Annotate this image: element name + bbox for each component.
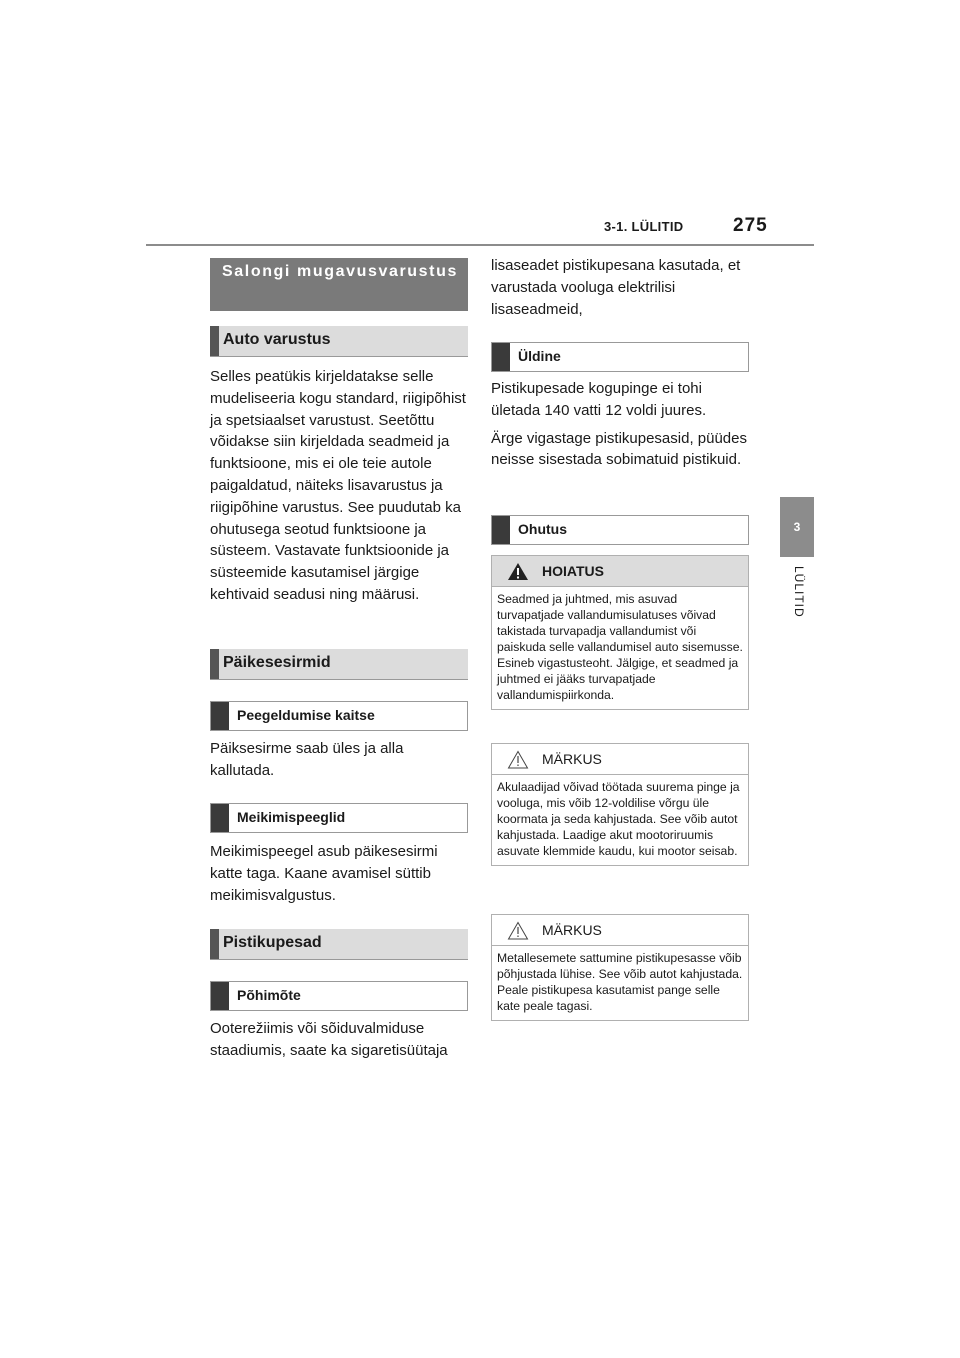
- subheading-bar: [211, 804, 229, 832]
- subheading-uldine: [491, 342, 749, 372]
- warning-triangle-icon: [507, 562, 529, 581]
- uldine-text: Pistikupesade kogupinge ei tohi ületada 140 vatti 12 voldi juures. Ärge vigastage pistikupesasid, püüdes neisse sisestada sobimatuid pistikuid.: [491, 380, 747, 469]
- heading-auto-varustus: [210, 326, 468, 357]
- notice-text: Metallesemete sattumine pistikupesasse võib põhjustada lühise. See võib autot kahjustada. Peale pistikupesa kasutamist pange selle kate peale tagasi.: [497, 951, 743, 1013]
- warning-header: [492, 556, 748, 587]
- notice-triangle-icon: [507, 921, 529, 940]
- notice-header: [492, 915, 748, 946]
- subheading-text: Peegeldumise kaitse: [237, 707, 375, 723]
- heading-bar: [210, 929, 219, 959]
- heading-bar: [210, 649, 219, 679]
- subheading-peegeldumise-kaitse: [210, 701, 468, 731]
- section-title: Salongi mugavusvarustus: [210, 258, 468, 311]
- pistikupesad-continued-text: lisaseadet pistikupesana kasutada, et varustada vooluga elektrilisi lisaseadmeid,: [491, 257, 741, 318]
- page-number: 275: [733, 215, 768, 236]
- heading-text: Auto varustus: [223, 331, 331, 348]
- heading-bar: [210, 326, 219, 356]
- running-header-section: 3-1. LÜLITID: [604, 219, 684, 234]
- notice-triangle-icon: [507, 750, 529, 769]
- chapter-tab: 3: [780, 497, 814, 557]
- warning-text: Seadmed ja juhtmed, mis asuvad turvapatjade vallandumisulatuses võivad takistada turvapadja vallandumist või paiskuda selle vallandumisel auto sisemusse. Esineb vigastusteoht. Jälgige, et seadmed ja juhtmed ei jääks turvapatjade vallandumispiirkonda.: [497, 592, 743, 702]
- auto-varustus-text: Selles peatükis kirjeldatakse selle mudeliseeria kogu standard, riigipõhist ja spetsiaalset varustust. Seetõttu võidakse siin kirjeldada seadmeid ja funktsioone, mis ei ole teie autole paigaldatud, näiteks lisavarustus ja riigipõhine varustus. See puudutab ka ohutusega seotud funktsioone ja süsteem. Vastavate funktsioonide ja süsteemide kasutamisel järgige kehtivaid seadusi ning määrusi.: [210, 368, 466, 603]
- notice-text: Akulaadijad võivad töötada suurema pinge ja vooluga, mis võib 12-voldilise võrgu üle koormata ja seda kahjustada. See võib autot kahjustada. Laadige akut mootoriruumis asuvate klemmide kaudu, kui mootor seisab.: [497, 780, 740, 858]
- subheading-text: Üldine: [518, 348, 561, 364]
- header-rule: [146, 244, 814, 246]
- notice-header: [492, 744, 748, 775]
- heading-text: Pistikupesad: [223, 934, 322, 951]
- subheading-ohutus: [491, 515, 749, 545]
- heading-paikesesirmid: [210, 649, 468, 680]
- warning-title: HOIATUS: [542, 563, 604, 579]
- heading-text: Päikesesirmid: [223, 654, 331, 671]
- warning-box: [491, 555, 749, 710]
- subheading-bar: [211, 982, 229, 1010]
- notice-box-1: [491, 743, 749, 866]
- subheading-text: Põhimõte: [237, 987, 301, 1003]
- subheading-text: Ohutus: [518, 521, 567, 537]
- notice-title: MÄRKUS: [542, 751, 602, 767]
- subheading-bar: [492, 343, 510, 371]
- subheading-bar: [492, 516, 510, 544]
- notice-title: MÄRKUS: [542, 922, 602, 938]
- notice-box-2: [491, 914, 749, 1021]
- subheading-pohimote: [210, 981, 468, 1011]
- pohimote-text: Ooterežiimis või sõiduvalmiduse staadiumis, saate ka sigaretisüütaja: [210, 1020, 448, 1059]
- subheading-meikimispeeglid: [210, 803, 468, 833]
- subheading-bar: [211, 702, 229, 730]
- meikimispeeglid-text: Meikimispeegel asub päikesesirmi katte taga. Kaane avamisel süttib meikimisvalgustus.: [210, 843, 438, 904]
- peegeldumise-kaitse-text: Päiksesirme saab üles ja alla kallutada.: [210, 740, 404, 779]
- chapter-tab-label: LÜLITID: [792, 566, 806, 618]
- heading-pistikupesad: [210, 929, 468, 960]
- subheading-text: Meikimispeeglid: [237, 809, 346, 825]
